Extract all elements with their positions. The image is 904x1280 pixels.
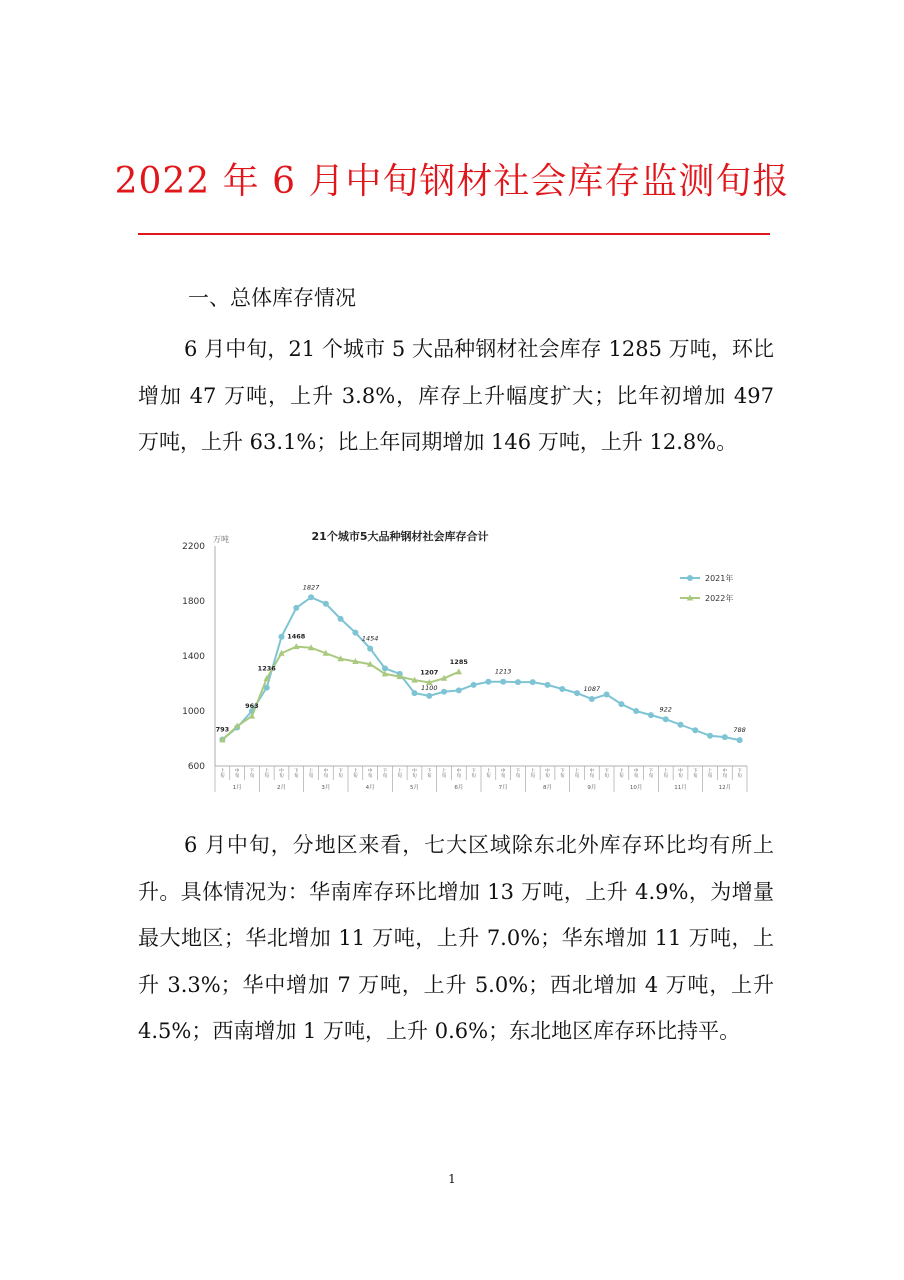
page-number: 1: [448, 1172, 456, 1186]
data-point-2021: [737, 737, 743, 743]
data-label: 1454: [361, 634, 379, 643]
x-month-label: 6月: [454, 785, 464, 791]
x-tick-label: 上旬: [486, 769, 491, 779]
x-month-label: 9月: [587, 785, 597, 791]
x-tick-label: 上旬: [707, 769, 713, 779]
data-point-2021: [412, 690, 418, 696]
x-tick-label: 中旬: [545, 769, 550, 779]
data-point-2021: [485, 679, 491, 685]
data-point-2021: [574, 690, 580, 696]
data-point-2021: [293, 605, 299, 611]
x-tick-label: 下旬: [471, 769, 476, 779]
x-tick-label: 下旬: [249, 769, 255, 779]
page-title: 2022 年 6 月中旬钢材社会库存监测旬报: [114, 161, 790, 202]
data-point-2021: [692, 727, 698, 733]
data-point-2021: [471, 682, 477, 688]
data-point-2021: [441, 689, 447, 695]
x-month-label: 1月: [232, 785, 242, 791]
legend-marker-0: [687, 575, 693, 581]
data-point-2021: [722, 734, 728, 740]
data-label: 963: [245, 702, 259, 711]
x-tick-label: 上旬: [353, 769, 358, 779]
x-tick-label: 下旬: [604, 769, 609, 779]
paragraph-total-inventory: 6 月中旬，21 个城市 5 大品种钢材社会库存 1285 万吨，环比增加 47 万吨，上升 3.8%，库存上升幅度扩大；比年初增加 497 万吨，上升 63.1%；比上年同期增加 146 万吨，上升 12.8%。: [138, 337, 774, 454]
title-divider: [138, 233, 770, 235]
series-line-0: [222, 597, 739, 740]
x-tick-label: 下旬: [560, 769, 565, 779]
x-tick-label: 下旬: [294, 769, 299, 779]
x-tick-label: 下旬: [648, 769, 654, 779]
y-tick-label: 1400: [182, 652, 205, 662]
x-tick-label: 上旬: [220, 769, 225, 779]
data-point-2021: [308, 594, 314, 600]
x-tick-label: 上旬: [264, 769, 269, 779]
x-tick-label: 上旬: [308, 769, 314, 779]
x-month-label: 3月: [321, 785, 331, 791]
x-tick-label: 中旬: [323, 769, 329, 779]
data-point-2021: [515, 679, 521, 685]
data-point-2022: [456, 668, 462, 674]
data-point-2021: [663, 716, 669, 722]
x-tick-label: 上旬: [397, 769, 402, 779]
data-point-2021: [456, 687, 462, 693]
x-tick-label: 下旬: [515, 769, 521, 779]
x-month-label: 2月: [277, 785, 286, 791]
x-month-label: 4月: [365, 785, 375, 791]
data-point-2021: [589, 696, 595, 702]
x-tick-label: 下旬: [737, 769, 742, 779]
data-label: 922: [659, 705, 672, 714]
x-tick-label: 中旬: [500, 769, 506, 779]
data-point-2021: [648, 712, 654, 718]
data-label: 1285: [449, 657, 468, 666]
data-point-2021: [426, 693, 432, 699]
y-tick-label: 1800: [182, 597, 205, 607]
data-label: 1468: [287, 632, 306, 641]
data-point-2021: [618, 701, 624, 707]
section-heading: 一、总体库存情况: [188, 286, 356, 310]
data-point-2021: [559, 686, 565, 692]
x-tick-label: 中旬: [234, 769, 240, 779]
x-tick-label: 上旬: [574, 769, 580, 779]
x-tick-label: 上旬: [441, 769, 447, 779]
data-label: 1827: [302, 583, 320, 592]
x-tick-label: 中旬: [633, 769, 639, 779]
x-month-label: 11月: [674, 785, 687, 791]
x-tick-label: 下旬: [693, 769, 698, 779]
paragraph-regional: 6 月中旬，分地区来看，七大区域除东北外库存环比均有所上升。具体情况为：华南库存环比增加 13 万吨，上升 4.9%，为增量最大地区；华北增加 11 万吨，上升 7.0%；华东增加 11 万吨，上升 3.3%；华中增加 7 万吨，上升 5.0%；西北增加 4 万吨，上升 4.5%；西南增加 1 万吨，上升 0.6%；东北地区库存环比持平。: [138, 833, 774, 1043]
data-label: 1100: [421, 683, 438, 692]
x-tick-label: 上旬: [530, 769, 535, 779]
x-tick-label: 中旬: [678, 769, 683, 779]
data-point-2021: [352, 630, 358, 636]
data-point-2021: [678, 722, 684, 728]
inventory-line-chart: [175, 520, 765, 800]
x-tick-label: 上旬: [663, 769, 668, 779]
data-point-2021: [530, 679, 536, 685]
x-tick-label: 中旬: [456, 769, 462, 779]
data-point-2021: [500, 679, 506, 685]
x-tick-label: 下旬: [427, 769, 432, 779]
data-label: 1207: [420, 668, 439, 677]
data-point-2021: [633, 708, 639, 714]
x-month-label: 5月: [410, 785, 419, 791]
data-point-2021: [545, 682, 551, 688]
y-axis-unit: 万吨: [213, 535, 229, 544]
data-label: 1213: [494, 667, 512, 676]
legend-label-1: 2022年: [705, 594, 734, 603]
data-point-2021: [279, 634, 285, 640]
y-tick-label: 600: [187, 762, 205, 772]
x-tick-label: 中旬: [367, 769, 373, 779]
x-tick-label: 中旬: [722, 769, 728, 779]
x-month-label: 10月: [629, 785, 643, 791]
x-month-label: 12月: [718, 785, 732, 791]
x-tick-label: 下旬: [382, 769, 388, 779]
data-label: 1236: [257, 664, 276, 673]
x-tick-label: 上旬: [619, 769, 624, 779]
data-point-2021: [604, 692, 610, 698]
x-tick-label: 中旬: [589, 769, 595, 779]
legend-label-0: 2021年: [705, 574, 734, 583]
data-point-2021: [707, 733, 713, 739]
chart-title: 21个城市5大品种钢材社会库存合计: [311, 530, 489, 543]
x-month-label: 7月: [498, 785, 508, 791]
x-month-label: 8月: [543, 785, 552, 791]
data-label: 788: [733, 726, 746, 735]
data-point-2021: [323, 601, 329, 607]
data-point-2021: [338, 616, 344, 622]
x-tick-label: 下旬: [338, 769, 343, 779]
data-label: 1087: [583, 685, 601, 694]
y-tick-label: 2200: [182, 542, 205, 552]
data-label: 793: [215, 725, 230, 734]
data-point-2021: [367, 646, 373, 652]
x-tick-label: 中旬: [412, 769, 417, 779]
x-tick-label: 中旬: [279, 769, 284, 779]
y-tick-label: 1000: [182, 707, 205, 717]
